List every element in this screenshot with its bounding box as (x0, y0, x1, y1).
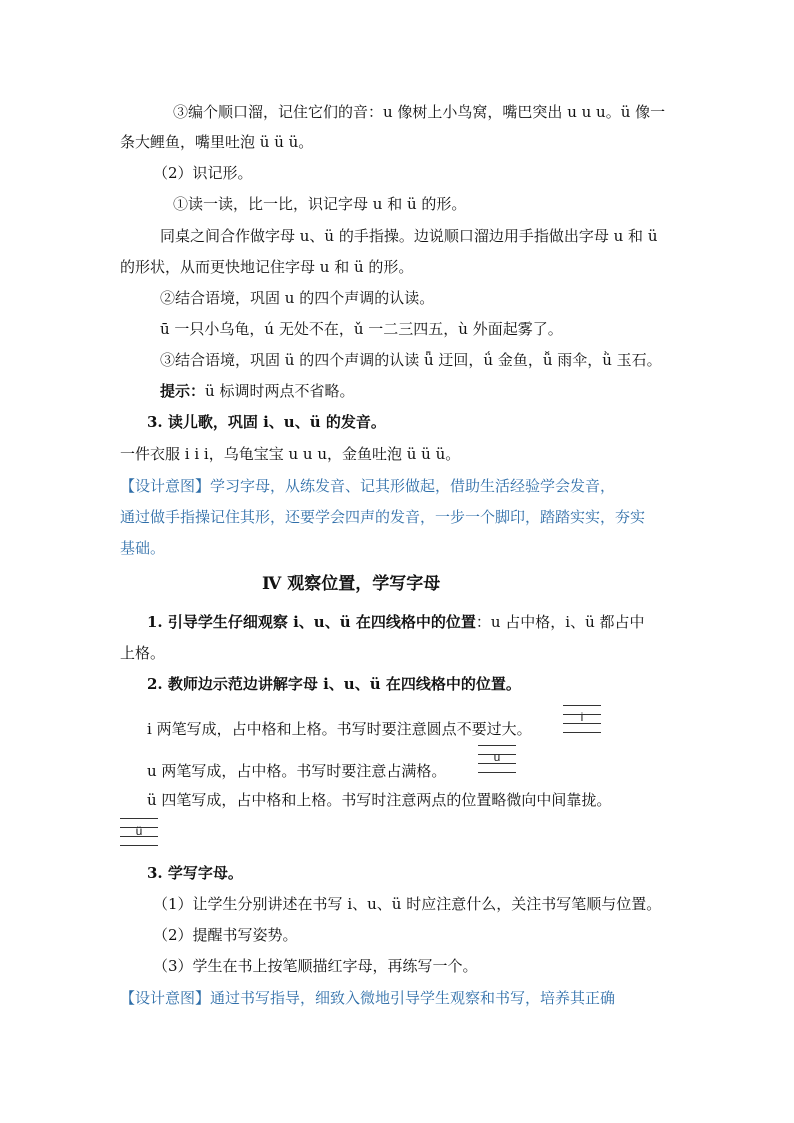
observe-rest: ：u 占中格，i、ü 都占中 (475, 613, 645, 631)
practice-heading: 3. 学写字母。 (147, 864, 243, 882)
tip-label: 提示： (160, 382, 206, 400)
tone-u-line: ②结合语境，巩固 u 的四个声调的认读。 (160, 289, 435, 307)
section-heading: Ⅳ 观察位置，学写字母 (262, 574, 441, 594)
tip-text: ü 标调时两点不省略。 (205, 382, 355, 400)
practice-3: （3）学生在书上按笔顺描红字母，再练写一个。 (153, 957, 478, 975)
four-line-grid-v (120, 818, 158, 848)
intent-2-text: 通过书写指导，细致入微地引导学生观察和书写，培养其正确 (210, 989, 616, 1007)
finger-line-2: 的形状，从而更快地记住字母 u 和 ü 的形。 (120, 258, 414, 276)
section-shape: （2）识记形。 (153, 164, 253, 182)
intent-2-line-1 (120, 987, 615, 1009)
intent-1-line-3: 基础。 (120, 539, 166, 557)
song-text: 一件衣服 i i i，乌龟宝宝 u u u，金鱼吐泡 ü ü ü。 (120, 445, 461, 463)
grid-letter-v: ü (135, 824, 143, 838)
grid-letter-u: u (493, 750, 501, 764)
grid-letter-i: i (580, 710, 584, 724)
rhyme-line-1: ③编个顺口溜，记住它们的音：u 像树上小鸟窝，嘴巴突出 u u u。ü 像一 (173, 103, 666, 121)
practice-1: （1）让学生分别讲述在书写 i、u、ü 时应注意什么，关注书写笔顺与位置。 (153, 895, 662, 913)
write-u-line: u 两笔写成，占中格。书写时要注意占满格。 (147, 762, 447, 780)
intent-1-text-a: 学习字母，从练发音、记其形做起，借助生活经验学会发音， (210, 477, 616, 495)
tone-v-line: ③结合语境，巩固 ü 的四个声调的认读 ǖ 迂回，ǘ 金鱼，ǚ 雨伞，ǜ 玉石。 (160, 351, 662, 369)
song-heading: 3. 读儿歌，巩固 i、u、ü 的发音。 (147, 413, 386, 431)
write-i-line: i 两笔写成，占中格和上格。书写时要注意圆点不要过大。 (147, 720, 532, 738)
intent-2-tag: 【设计意图】 (120, 989, 211, 1007)
compare-line: ①读一读，比一比，识记字母 u 和 ü 的形。 (173, 195, 467, 213)
observe-bold: 1. 引导学生仔细观察 i、u、ü 在四线格中的位置 (147, 613, 476, 631)
intent-1-line-2: 通过做手指操记住其形，还要学会四声的发音，一步一个脚印，踏踏实实，夯实 (120, 508, 646, 526)
four-line-grid-u (478, 745, 516, 775)
observe-line-1 (147, 611, 645, 633)
tone-u-examples: ū 一只小乌龟，ú 无处不在，ǔ 一二三四五，ù 外面起雾了。 (160, 320, 563, 338)
finger-line-1: 同桌之间合作做字母 u、ü 的手指操。边说顺口溜边用手指做出字母 u 和 ü (160, 227, 658, 245)
observe-line-2: 上格。 (120, 644, 166, 662)
rhyme-line-2: 条大鲤鱼，嘴里吐泡 ü ü ü。 (120, 133, 314, 151)
practice-2: （2）提醒书写姿势。 (153, 926, 298, 944)
tip-line (160, 380, 354, 402)
four-line-grid-i (563, 705, 601, 735)
demo-line: 2. 教师边示范边讲解字母 i、u、ü 在四线格中的位置。 (147, 675, 521, 693)
intent-1-line-1 (120, 475, 615, 497)
intent-1-tag: 【设计意图】 (120, 477, 211, 495)
write-v-line: ü 四笔写成，占中格和上格。书写时注意两点的位置略微向中间靠拢。 (147, 791, 612, 809)
